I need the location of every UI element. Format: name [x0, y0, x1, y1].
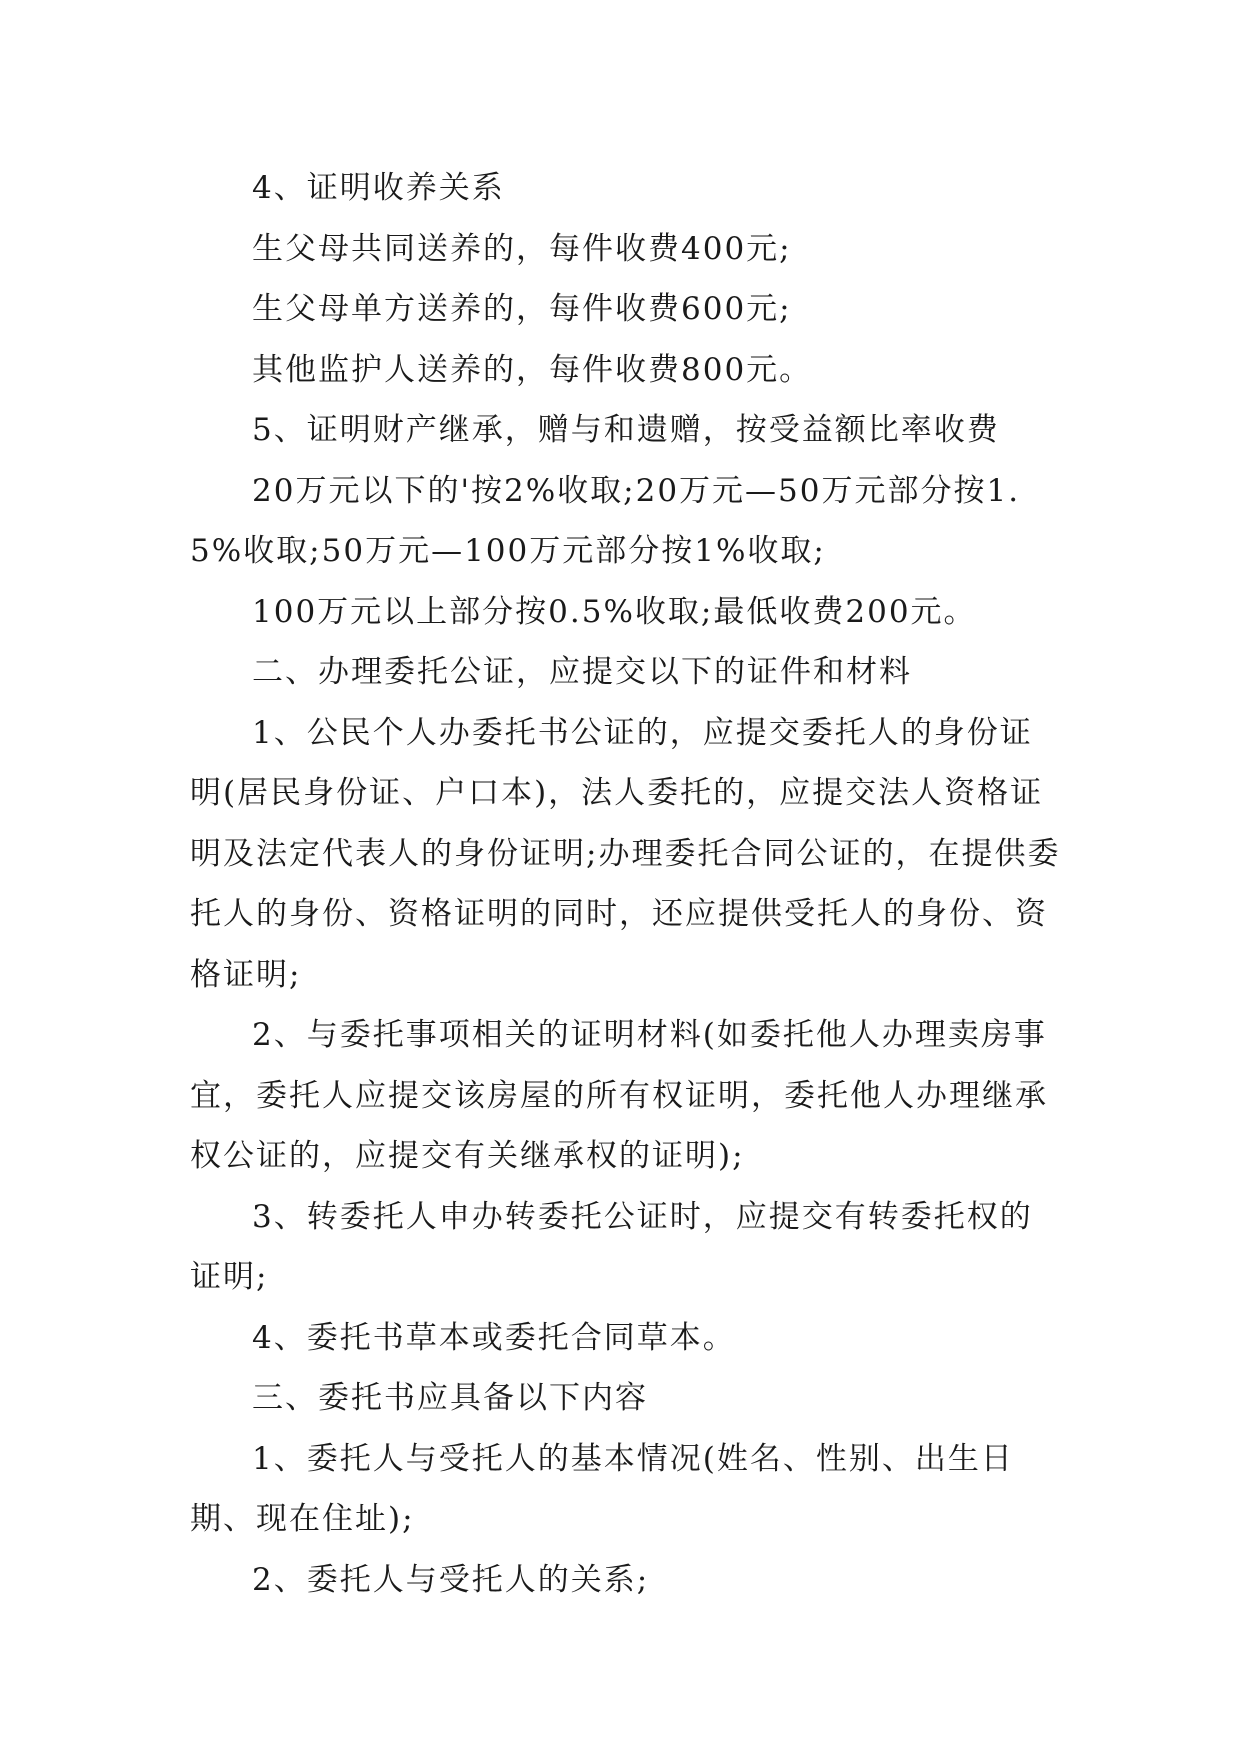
section-heading-3: 三、委托书应具备以下内容 — [252, 1380, 648, 1416]
paragraph-fee-other-guardian: 其他监护人送养的，每件收费800元。 — [252, 351, 813, 388]
paragraph-relationship: 2、委托人与受托人的关系; — [252, 1561, 650, 1598]
paragraph-sub-delegation: 3、转委托人申办转委托公证时，应提交有转委托权的证明; — [190, 1198, 1033, 1295]
paragraph-inheritance-rates: 20万元以下的'按2%收取;20万元—50万元部分按1.5%收取;50万元—100万元部分按1%收取; — [190, 472, 1021, 569]
section-heading-2: 二、办理委托公证，应提交以下的证件和材料 — [252, 654, 912, 690]
paragraph-fee-single-parent: 生父母单方送养的，每件收费600元; — [252, 291, 792, 327]
paragraph-basic-info: 1、委托人与受托人的基本情况(姓名、性别、出生日期、现在住址); — [190, 1440, 1014, 1537]
paragraph-fee-both-parents: 生父母共同送养的，每件收费400元; — [252, 230, 792, 267]
paragraph-adoption-heading: 4、证明收养关系 — [252, 170, 505, 206]
paragraph-identity-documents: 1、公民个人办委托书公证的，应提交委托人的身份证明(居民身份证、户口本)，法人委托的，应提交法人资格证明及法定代表人的身份证明;办理委托合同公证的，在提供委托人的身份、资格证明的同时，还应提供受托人的身份、资格证明; — [190, 714, 1061, 993]
paragraph-related-materials: 2、与委托事项相关的证明材料(如委托他人办理卖房事宜，委托人应提交该房屋的所有权证明，委托他人办理继承权公证的，应提交有关继承权的证明); — [190, 1017, 1048, 1174]
paragraph-inheritance-minimum: 100万元以上部分按0.5%收取;最低收费200元。 — [252, 593, 977, 630]
paragraph-draft-documents: 4、委托书草本或委托合同草本。 — [252, 1319, 736, 1356]
paragraph-inheritance-heading: 5、证明财产继承，赠与和遗赠，按受益额比率收费 — [252, 412, 1000, 448]
document-body — [190, 158, 1065, 1610]
